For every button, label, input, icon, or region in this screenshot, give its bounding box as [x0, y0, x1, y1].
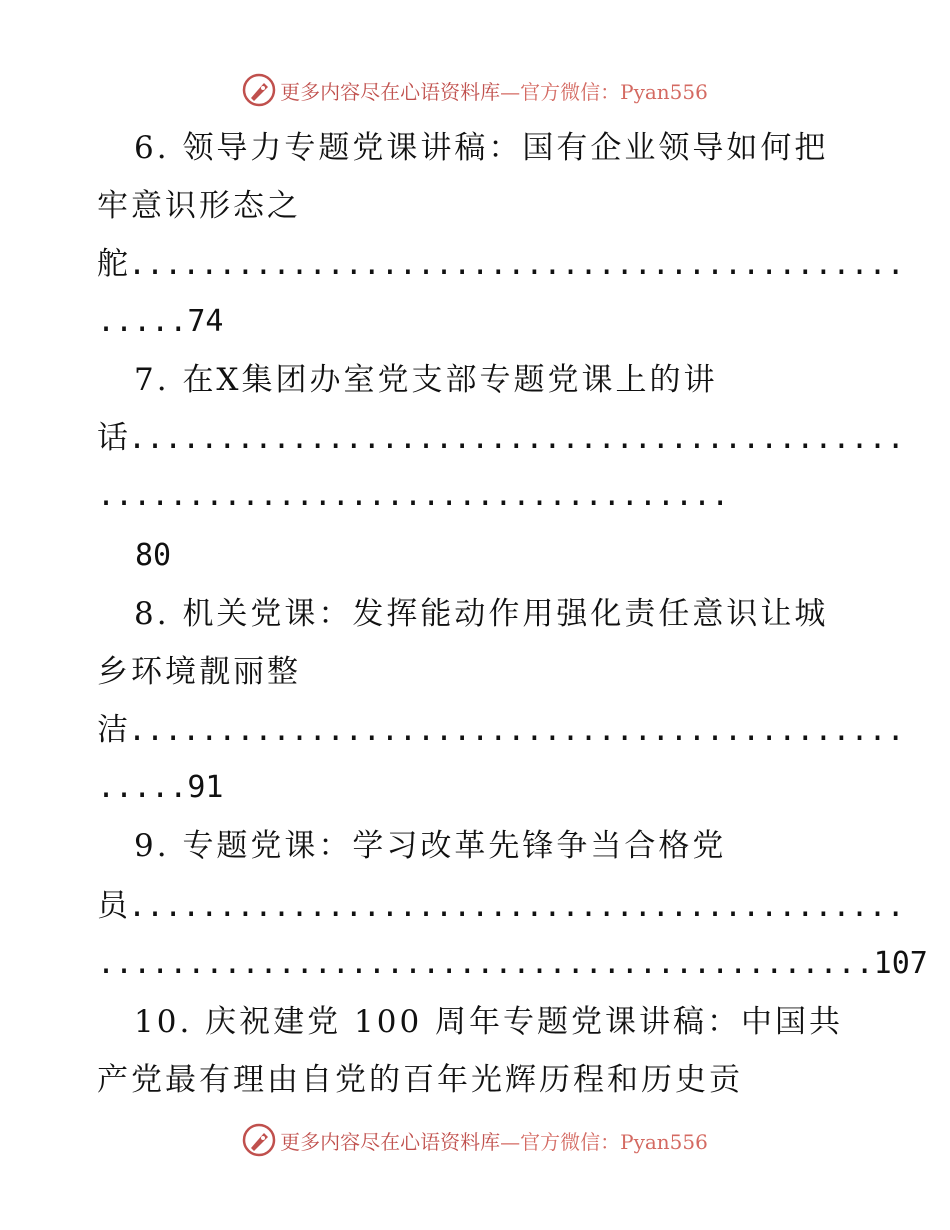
toc-entry-10-title-line2: 产党最有理由自党的百年光辉历程和历史贡 [97, 1062, 743, 1098]
toc-entry-9-title-line1: 9. 专题党课：学习改革先锋争当合格党 [134, 828, 727, 864]
toc-entry-7-leader: 话........................................... [97, 420, 905, 456]
toc-entry-9-page-number: 107 [873, 946, 928, 981]
toc-entry-8-leader: 洁........................................... [97, 712, 905, 748]
toc-entry-6-page-line: .....74 [97, 304, 224, 339]
toc-entry-7-leader-line2: ................................... [97, 478, 730, 513]
pen-nib-logo-icon [242, 1123, 276, 1157]
footer-watermark-banner [0, 1120, 950, 1160]
toc-entry-9-page-line: ...........................................107 [97, 946, 928, 981]
toc-entry-9-leader: 员........................................... [97, 888, 905, 924]
toc-entry-6-leader: 舵........................................... [97, 246, 905, 282]
toc-entry-7-title-line1: 7. 在X集团办室党支部专题党课上的讲 [134, 362, 718, 398]
watermark-text: 更多内容尽在心语资料库—官方微信：Pyan556 [280, 79, 708, 104]
pen-nib-logo-icon [242, 73, 276, 107]
toc-entry-10-title-line1: 10. 庆祝建党 100 周年专题党课讲稿：中国共 [134, 1004, 844, 1040]
toc-entry-6-title-line1: 6. 领导力专题党课讲稿：国有企业领导如何把 [134, 130, 829, 166]
toc-entry-6-title-line2: 牢意识形态之 [97, 188, 301, 224]
toc-entry-8-title-line1: 8. 机关党课：发挥能动作用强化责任意识让城 [134, 596, 829, 632]
toc-entry-7-page-number: 80 [135, 538, 172, 573]
toc-entry-8-page-line: .....91 [97, 770, 224, 805]
watermark-text: 更多内容尽在心语资料库—官方微信：Pyan556 [280, 1129, 708, 1154]
toc-entry-6-page-number: 74 [187, 304, 224, 339]
toc-entry-8-title-line2: 乡环境靓丽整 [97, 654, 301, 690]
toc-entry-8-page-number: 91 [187, 770, 224, 805]
header-watermark-banner [0, 70, 950, 110]
